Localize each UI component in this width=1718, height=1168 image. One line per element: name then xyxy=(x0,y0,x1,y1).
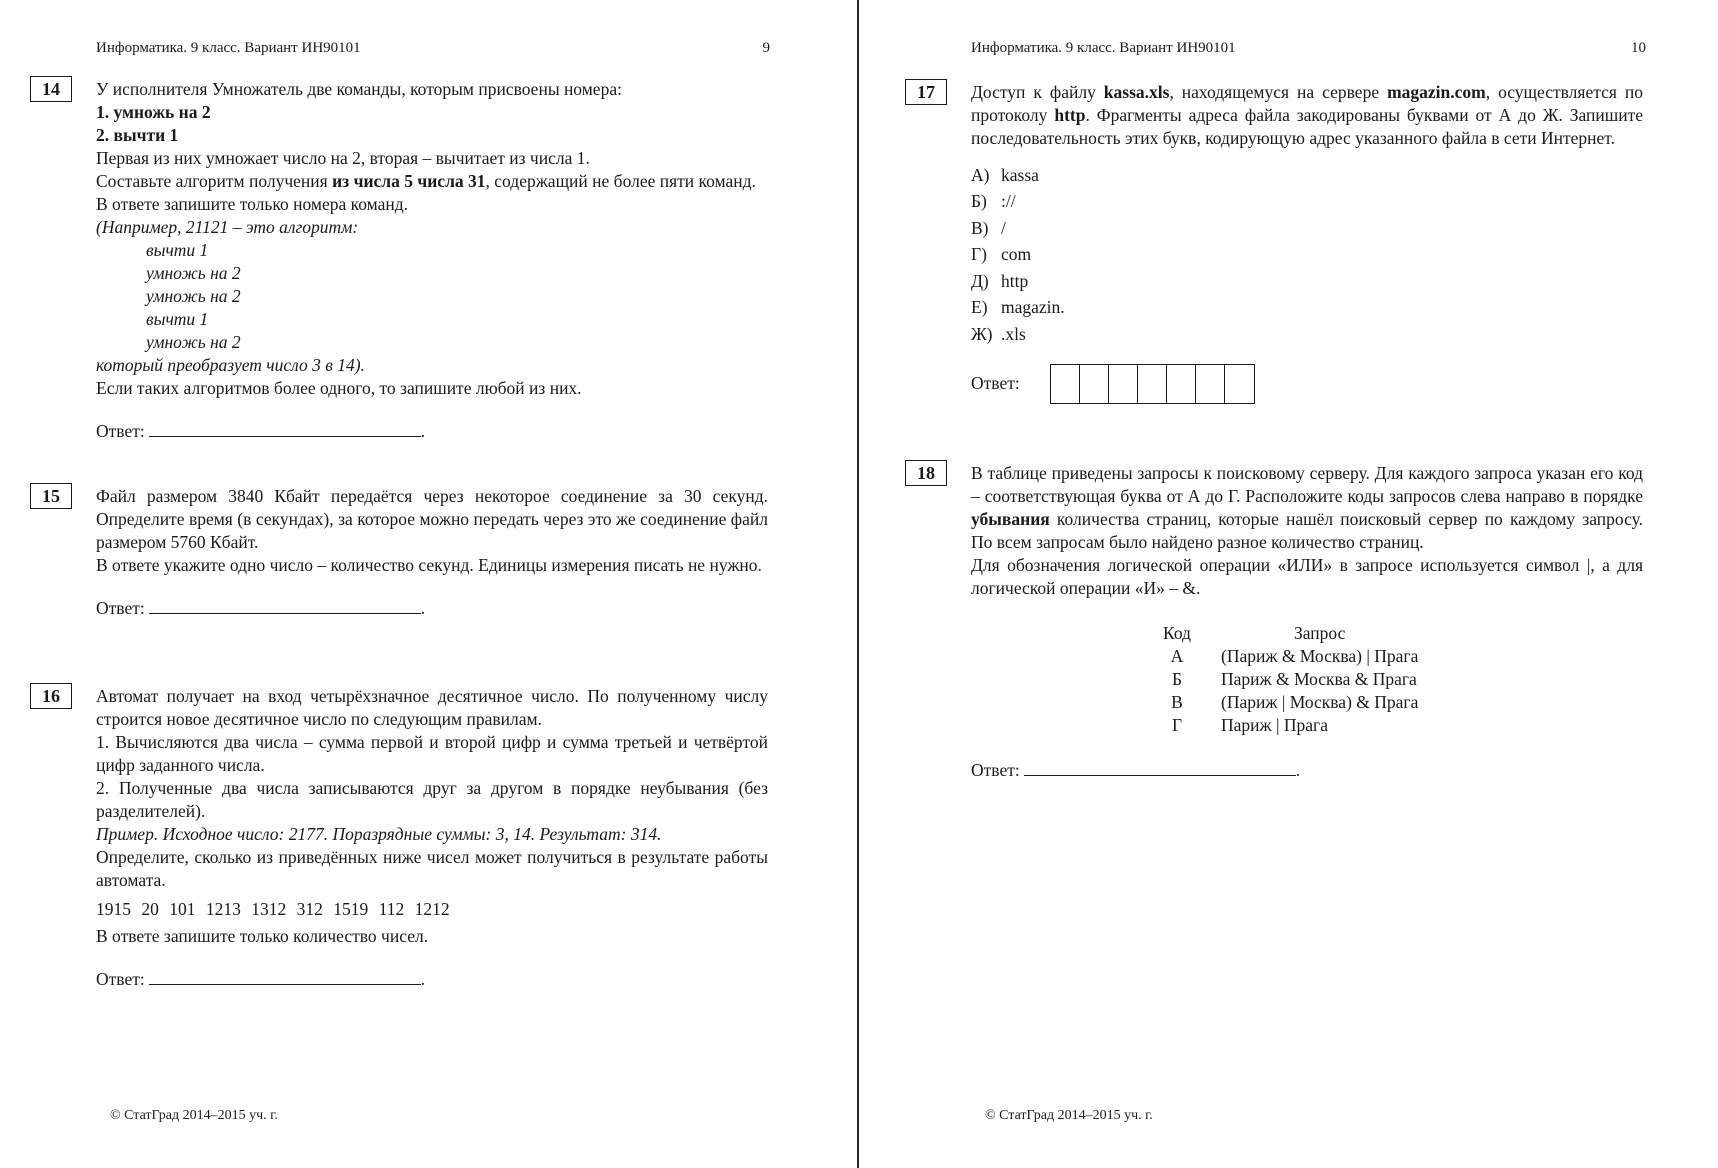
task-text xyxy=(971,81,1643,150)
row-request: Париж & Москва & Прага xyxy=(1221,669,1417,689)
option-letter: Д) xyxy=(971,270,989,291)
option-value: :// xyxy=(1001,191,1016,212)
page-header-title: Информатика. 9 класс. Вариант ИН90101 xyxy=(971,40,1236,56)
command-1: 1. умножь на 2 xyxy=(96,102,211,122)
option-value: .xls xyxy=(1001,323,1026,344)
protocol-name: http xyxy=(1054,105,1086,125)
right-page xyxy=(860,0,1718,1168)
answer-cell[interactable] xyxy=(1196,365,1225,403)
option-item xyxy=(971,295,1643,322)
task-18 xyxy=(917,462,1643,782)
option-letter: В) xyxy=(971,217,989,238)
task-text: Автомат получает на вход четырёхзначное десятичное число. По полученному числу строится новое десятичное число по следующим правилам. xyxy=(96,686,768,729)
answer-label: Ответ: xyxy=(96,421,145,441)
answer-field[interactable]: Ответ: . xyxy=(96,421,426,441)
option-letter: А) xyxy=(971,164,990,185)
left-page xyxy=(0,0,858,1168)
answer-cell[interactable] xyxy=(1167,365,1196,403)
rule-2: 2. Полученные два числа записываются друг за другом в порядке неубывания (без разделителей). xyxy=(96,778,768,821)
example-intro: (Например, 21121 – это алгоритм: xyxy=(96,217,359,237)
example-step: вычти 1 xyxy=(146,309,209,329)
task-text xyxy=(96,170,768,216)
table-row xyxy=(1151,691,1418,714)
task-number: 18 xyxy=(905,460,947,486)
column-header-request: Запрос xyxy=(1294,623,1346,643)
option-letter: Ж) xyxy=(971,323,993,344)
option-letter: Г) xyxy=(971,244,987,265)
task-number: 15 xyxy=(30,483,72,509)
answer-line[interactable] xyxy=(149,968,421,985)
table-row xyxy=(1151,645,1418,668)
option-item xyxy=(971,162,1643,189)
command-2: 2. вычти 1 xyxy=(96,125,179,145)
text-run: , находящемуся на сервере xyxy=(1169,82,1388,102)
table-row xyxy=(1151,668,1418,691)
task-text: Файл размером 3840 Кбайт передаётся через некоторое соединение за 30 секунд. Определите время (в секундах), за которое можно передать через это же соединение файл размером 5760 Кбайт. xyxy=(96,486,768,552)
task-note: Если таких алгоритмов более одного, то запишите любой из них. xyxy=(96,378,582,398)
page-number: 9 xyxy=(762,40,770,56)
text-run: В таблице приведены запросы к поисковому серверу. Для каждого запроса указан его код – соответствующая буква от А до Г. Расположите коды запросов слева направо в порядке xyxy=(971,463,1643,506)
task-number: 14 xyxy=(30,76,72,102)
text-run-bold: убывания xyxy=(971,509,1050,529)
query-table xyxy=(1151,622,1418,737)
row-request: Париж | Прага xyxy=(1221,715,1328,735)
file-name: kassa.xls xyxy=(1103,82,1170,102)
text-run: количества страниц, которые нашёл поисковый сервер по каждому запросу. По всем запросам было найдено разное количество страниц. xyxy=(971,509,1643,552)
option-letter: Б) xyxy=(971,191,987,212)
text-run: , осуществляется по протоколу xyxy=(971,82,1643,125)
option-item xyxy=(971,242,1643,269)
server-name: magazin.com xyxy=(1387,82,1486,102)
answer-boxes xyxy=(1050,364,1255,404)
task-17 xyxy=(917,81,1644,404)
answer-field[interactable]: Ответ: . xyxy=(971,760,1301,780)
task-number: 16 xyxy=(30,683,72,709)
row-code: Г xyxy=(1171,715,1183,735)
text-run: Составьте алгоритм получения xyxy=(96,171,333,191)
option-value: com xyxy=(1001,244,1032,265)
example-step: вычти 1 xyxy=(146,240,209,260)
options-list xyxy=(971,162,1643,348)
example-outro: который преобразует число 3 в 14). xyxy=(96,355,365,375)
task-number: 17 xyxy=(905,79,947,105)
answer-field[interactable]: Ответ: . xyxy=(96,969,426,989)
option-value: magazin. xyxy=(1001,297,1065,318)
answer-cell[interactable] xyxy=(1225,365,1254,403)
answer-label: Ответ: xyxy=(96,969,145,989)
task-text: Первая из них умножает число на 2, вторая – вычитает из числа 1. xyxy=(96,148,590,168)
instruction: В ответе запишите только количество чисел. xyxy=(96,926,429,946)
row-request: (Париж & Москва) | Прага xyxy=(1221,646,1419,666)
option-item xyxy=(971,215,1643,242)
answer-line[interactable] xyxy=(149,597,421,614)
option-item xyxy=(971,268,1643,295)
table-header-row xyxy=(1151,622,1418,645)
task-text: У исполнителя Умножатель две команды, которым присвоены номера: xyxy=(96,79,622,99)
row-code: В xyxy=(1171,692,1183,712)
table-row xyxy=(1151,714,1418,737)
answer-label: Ответ: xyxy=(971,760,1020,780)
task-text: В ответе укажите одно число – количество секунд. Единицы измерения писать не нужно. xyxy=(96,555,762,575)
text-run: , содержащий не более пяти команд. В ответе запишите только номера команд. xyxy=(96,171,756,214)
task-14 xyxy=(42,78,768,443)
row-code: Б xyxy=(1171,669,1183,689)
option-item xyxy=(971,189,1643,216)
page-header-title: Информатика. 9 класс. Вариант ИН90101 xyxy=(96,40,361,56)
task-text: Для обозначения логической операции «ИЛИ» в запросе используется символ |, а для логической операции «И» – &. xyxy=(971,555,1643,598)
example-step: умножь на 2 xyxy=(146,332,241,352)
task-16 xyxy=(42,685,768,991)
page-footer: © СтатГрад 2014–2015 уч. г. xyxy=(110,1108,278,1123)
answer-label: Ответ: xyxy=(96,598,145,618)
row-request: (Париж | Москва) & Прага xyxy=(1221,692,1419,712)
row-code: А xyxy=(1170,646,1184,666)
answer-cell[interactable] xyxy=(1138,365,1167,403)
text-run-bold: из числа 5 числа 31 xyxy=(332,171,486,191)
task-15 xyxy=(42,485,768,620)
option-value: kassa xyxy=(1001,164,1039,185)
task-text xyxy=(971,462,1643,554)
answer-field[interactable]: Ответ: . xyxy=(96,598,426,618)
page-divider xyxy=(857,0,859,1168)
answer-label: Ответ: xyxy=(971,373,1020,393)
page-number: 10 xyxy=(1631,40,1646,56)
answer-cell[interactable] xyxy=(1080,365,1109,403)
answer-line[interactable] xyxy=(1024,759,1296,776)
page-footer: © СтатГрад 2014–2015 уч. г. xyxy=(985,1108,1153,1123)
answer-line[interactable] xyxy=(149,420,421,437)
example-step: умножь на 2 xyxy=(146,263,241,283)
rule-1: 1. Вычисляются два числа – сумма первой и второй цифр и сумма третьей и четвёртой цифр заданного числа. xyxy=(96,732,768,775)
answer-cell[interactable] xyxy=(1109,365,1138,403)
option-letter: Е) xyxy=(971,297,988,318)
numbers-list: 1915 20 101 1213 1312 312 1519 112 1212 xyxy=(96,899,450,919)
answer-cell[interactable] xyxy=(1051,365,1080,403)
text-run: . Фрагменты адреса файла закодированы буквами от А до Ж. Запишите последовательность этих букв, кодирующую адрес указанного файла в сети Интернет. xyxy=(971,105,1644,148)
option-value: / xyxy=(1001,217,1006,238)
option-item xyxy=(971,321,1643,348)
question: Определите, сколько из приведённых ниже чисел может получиться в результате работы автомата. xyxy=(96,847,768,890)
option-value: http xyxy=(1001,270,1029,291)
example-step: умножь на 2 xyxy=(146,286,241,306)
answer-field xyxy=(971,364,1643,404)
text-run: Доступ к файлу xyxy=(971,82,1104,102)
example: Пример. Исходное число: 2177. Поразрядные суммы: 3, 14. Результат: 314. xyxy=(96,824,662,844)
column-header-code: Код xyxy=(1163,623,1191,643)
